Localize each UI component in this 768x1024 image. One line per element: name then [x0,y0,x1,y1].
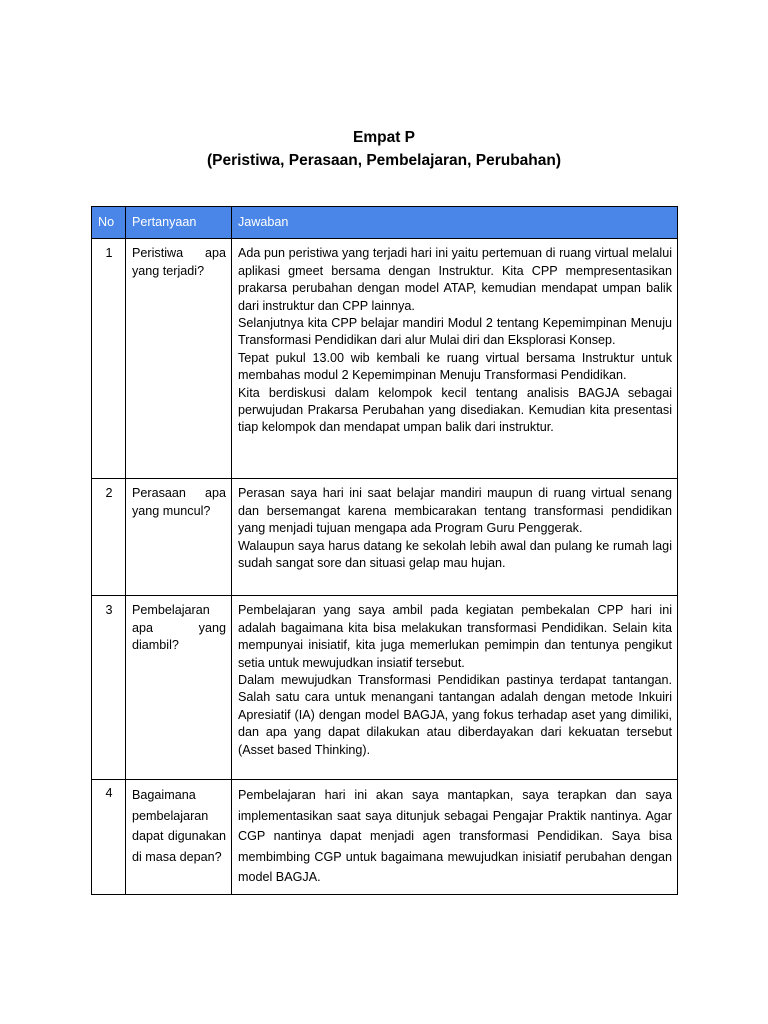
header-question: Pertanyaan [126,207,232,239]
table-header-row [92,207,678,239]
table-row [92,239,678,479]
row-number: 1 [92,239,126,479]
answer-paragraph: Kita berdiskusi dalam kelompok kecil tentang analisis BAGJA sebagai perwujudan Prakarsa Perubahan yang disediakan. Kemudian kita presentasi tiap kelompok dan mendapat umpan balik dari instruktur. [238,385,672,435]
answer-paragraph: Walaupun saya harus datang ke sekolah lebih awal dan pulang ke rumah lagi sudah sangat sore dan situasi gelap mau hujan. [238,538,672,571]
page-subtitle: (Peristiwa, Perasaan, Pembelajaran, Perubahan) [206,152,562,169]
table-row [92,596,678,780]
answer-paragraph: Ada pun peristiwa yang terjadi hari ini yaitu pertemuan di ruang virtual melalui aplikasi gmeet bersama dengan Instruktur. Kita CPP mempresentasikan prakarsa perubahan dengan model ATAP, kemudian mendapat umpan balik dari instruktur dan CPP lainnya. [238,246,672,313]
answer-paragraph: Pembelajaran yang saya ambil pada kegiatan pembekalan CPP hari ini adalah bagaimana kita bisa melakukan transformasi Pendidikan. Selain kita mempunyai inisiatif, kita juga memerlukan pemimpin dan tentunya pengikut setia untuk mewujudkan insiatif tersebut. [238,603,672,670]
table-row [92,780,678,895]
row-answer [232,596,678,780]
row-number: 3 [92,596,126,780]
row-number: 2 [92,479,126,596]
answer-paragraph: Dalam mewujudkan Transformasi Pendidikan pastinya terdapat tantangan. Salah satu cara untuk menangani tantangan adalah dengan metode Inkuiri Apresiatif (IA) dengan model BAGJA, yang fokus terhadap aset yang dimiliki, dan apa yang dapat dilakukan atau diberdayakan dari kekuatan tersebut (Asset based Thinking). [238,673,672,757]
answer-paragraph: Pembelajaran hari ini akan saya mantapkan, saya terapkan dan saya implementasikan saat saya ditunjuk sebagai Pengajar Praktik nantinya. Agar CGP nantinya dapat menjadi agen transformasi Pendidikan. Saya bisa membimbing CGP untuk bagaimana mewujudkan inisiatif perubahan dengan model BAGJA. [238,788,672,885]
header-no: No [92,207,126,239]
row-question: Pembelajaran apa yang diambil? [126,596,232,780]
row-question: Peristiwa apa yang terjadi? [126,239,232,479]
header-answer: Jawaban [232,207,678,239]
table-row [92,479,678,596]
page-title: Empat P [352,129,415,146]
row-answer [232,780,678,895]
answer-paragraph: Perasan saya hari ini saat belajar mandiri maupun di ruang virtual senang dan bersemangat karena membicarakan tentang transformasi pendidikan yang menjadi tujuan mengapa ada Program Guru Penggerak. [238,486,672,536]
answer-paragraph: Selanjutnya kita CPP belajar mandiri Modul 2 tentang Kepemimpinan Menuju Transformasi Pendidikan dari alur Mulai diri dan Eksplorasi Konsep. [238,316,672,348]
row-answer [232,239,678,479]
row-question: Perasaan apa yang muncul? [126,479,232,596]
row-answer [232,479,678,596]
row-number: 4 [92,780,126,895]
answer-paragraph: Tepat pukul 13.00 wib kembali ke ruang virtual bersama Instruktur untuk membahas modul 2 Kepemimpinan Menuju Transformasi Pendidikan. [238,350,672,383]
row-question: Bagaimana pembelajaran dapat digunakan di masa depan? [126,780,232,895]
reflection-table [91,206,678,895]
